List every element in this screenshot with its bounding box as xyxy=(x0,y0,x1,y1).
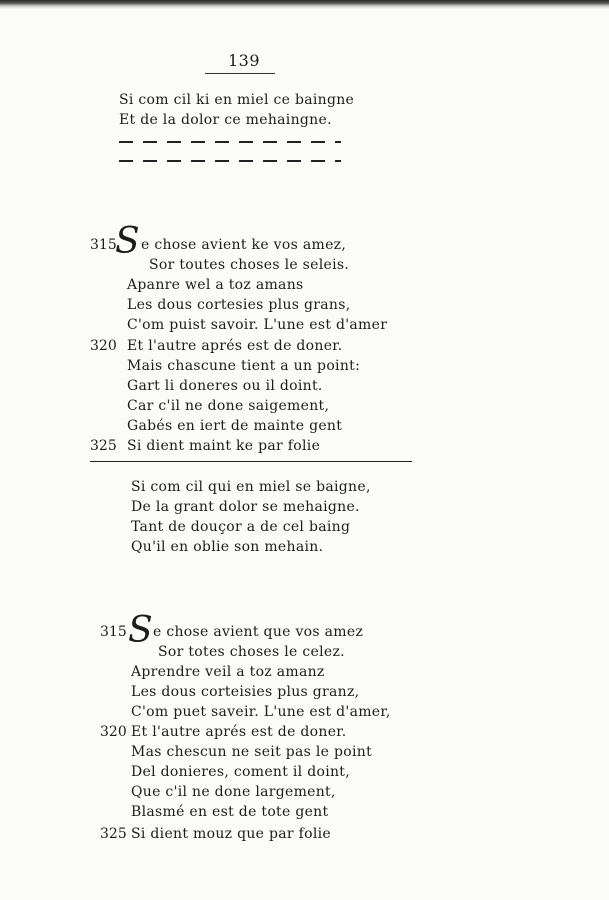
verse-line: Apanre wel a toz amans xyxy=(127,277,304,293)
line-number: 315 xyxy=(100,624,127,640)
line-number: 315 xyxy=(90,237,117,253)
drop-cap: S xyxy=(128,610,153,651)
verse-line: Et l'autre aprés est de doner. xyxy=(127,338,343,354)
section-rule xyxy=(90,461,412,462)
verse-line: C'om puet saveir. L'une est d'amer, xyxy=(131,704,391,720)
verse-line: Si dient maint ke par folie xyxy=(127,438,321,454)
line-number: 325 xyxy=(90,438,117,454)
verse-line: Aprendre veil a toz amanz xyxy=(131,664,325,680)
page-number: 139 xyxy=(228,51,261,70)
omission-dashes xyxy=(119,160,341,162)
line-number: 325 xyxy=(100,826,127,842)
verse-line: Qu'il en oblie son mehain. xyxy=(131,539,324,555)
verse-line: Tant de douçor a de cel baing xyxy=(131,519,351,535)
verse-line: Del donieres, coment il doint, xyxy=(131,764,350,780)
verse-line: De la grant dolor se mehaigne. xyxy=(131,499,360,515)
line-number: 320 xyxy=(90,338,117,354)
verse-line: Mas chescun ne seit pas le point xyxy=(131,744,373,760)
verse-line: Gabés en iert de mainte gent xyxy=(127,418,343,434)
verse-line: C'om puist savoir. L'une est d'amer xyxy=(127,317,388,333)
opening-line: Et de la dolor ce mehaingne. xyxy=(119,112,332,128)
verse-line: Les dous corteisies plus granz, xyxy=(131,684,360,700)
verse-line: Si dient mouz que par folie xyxy=(131,826,331,842)
verse-line: Car c'il ne done saigement, xyxy=(127,398,330,414)
verse-line: e chose avient que vos amez xyxy=(153,624,364,640)
omission-dashes xyxy=(119,141,341,143)
verse-line: Blasmé en est de tote gent xyxy=(131,804,329,820)
opening-line: Si com cil ki en miel ce baingne xyxy=(119,92,355,108)
verse-line: Gart li doneres ou il doint. xyxy=(127,378,323,394)
verse-line: Mais chascune tient a un point: xyxy=(127,358,361,374)
page-number-rule xyxy=(205,73,275,74)
verse-line: Les dous cortesies plus grans, xyxy=(127,297,351,313)
drop-cap: S xyxy=(115,221,140,262)
verse-line: Si com cil qui en miel se baigne, xyxy=(131,479,371,495)
page-top-edge xyxy=(0,0,609,9)
verse-line: Sor totes choses le celez. xyxy=(158,644,345,660)
verse-line: Et l'autre aprés est de doner. xyxy=(131,724,347,740)
line-number: 320 xyxy=(100,724,127,740)
verse-line: Sor toutes choses le seleis. xyxy=(149,257,350,273)
verse-line: Que c'il ne done largement, xyxy=(131,784,336,800)
verse-line: e chose avient ke vos amez, xyxy=(141,237,347,253)
